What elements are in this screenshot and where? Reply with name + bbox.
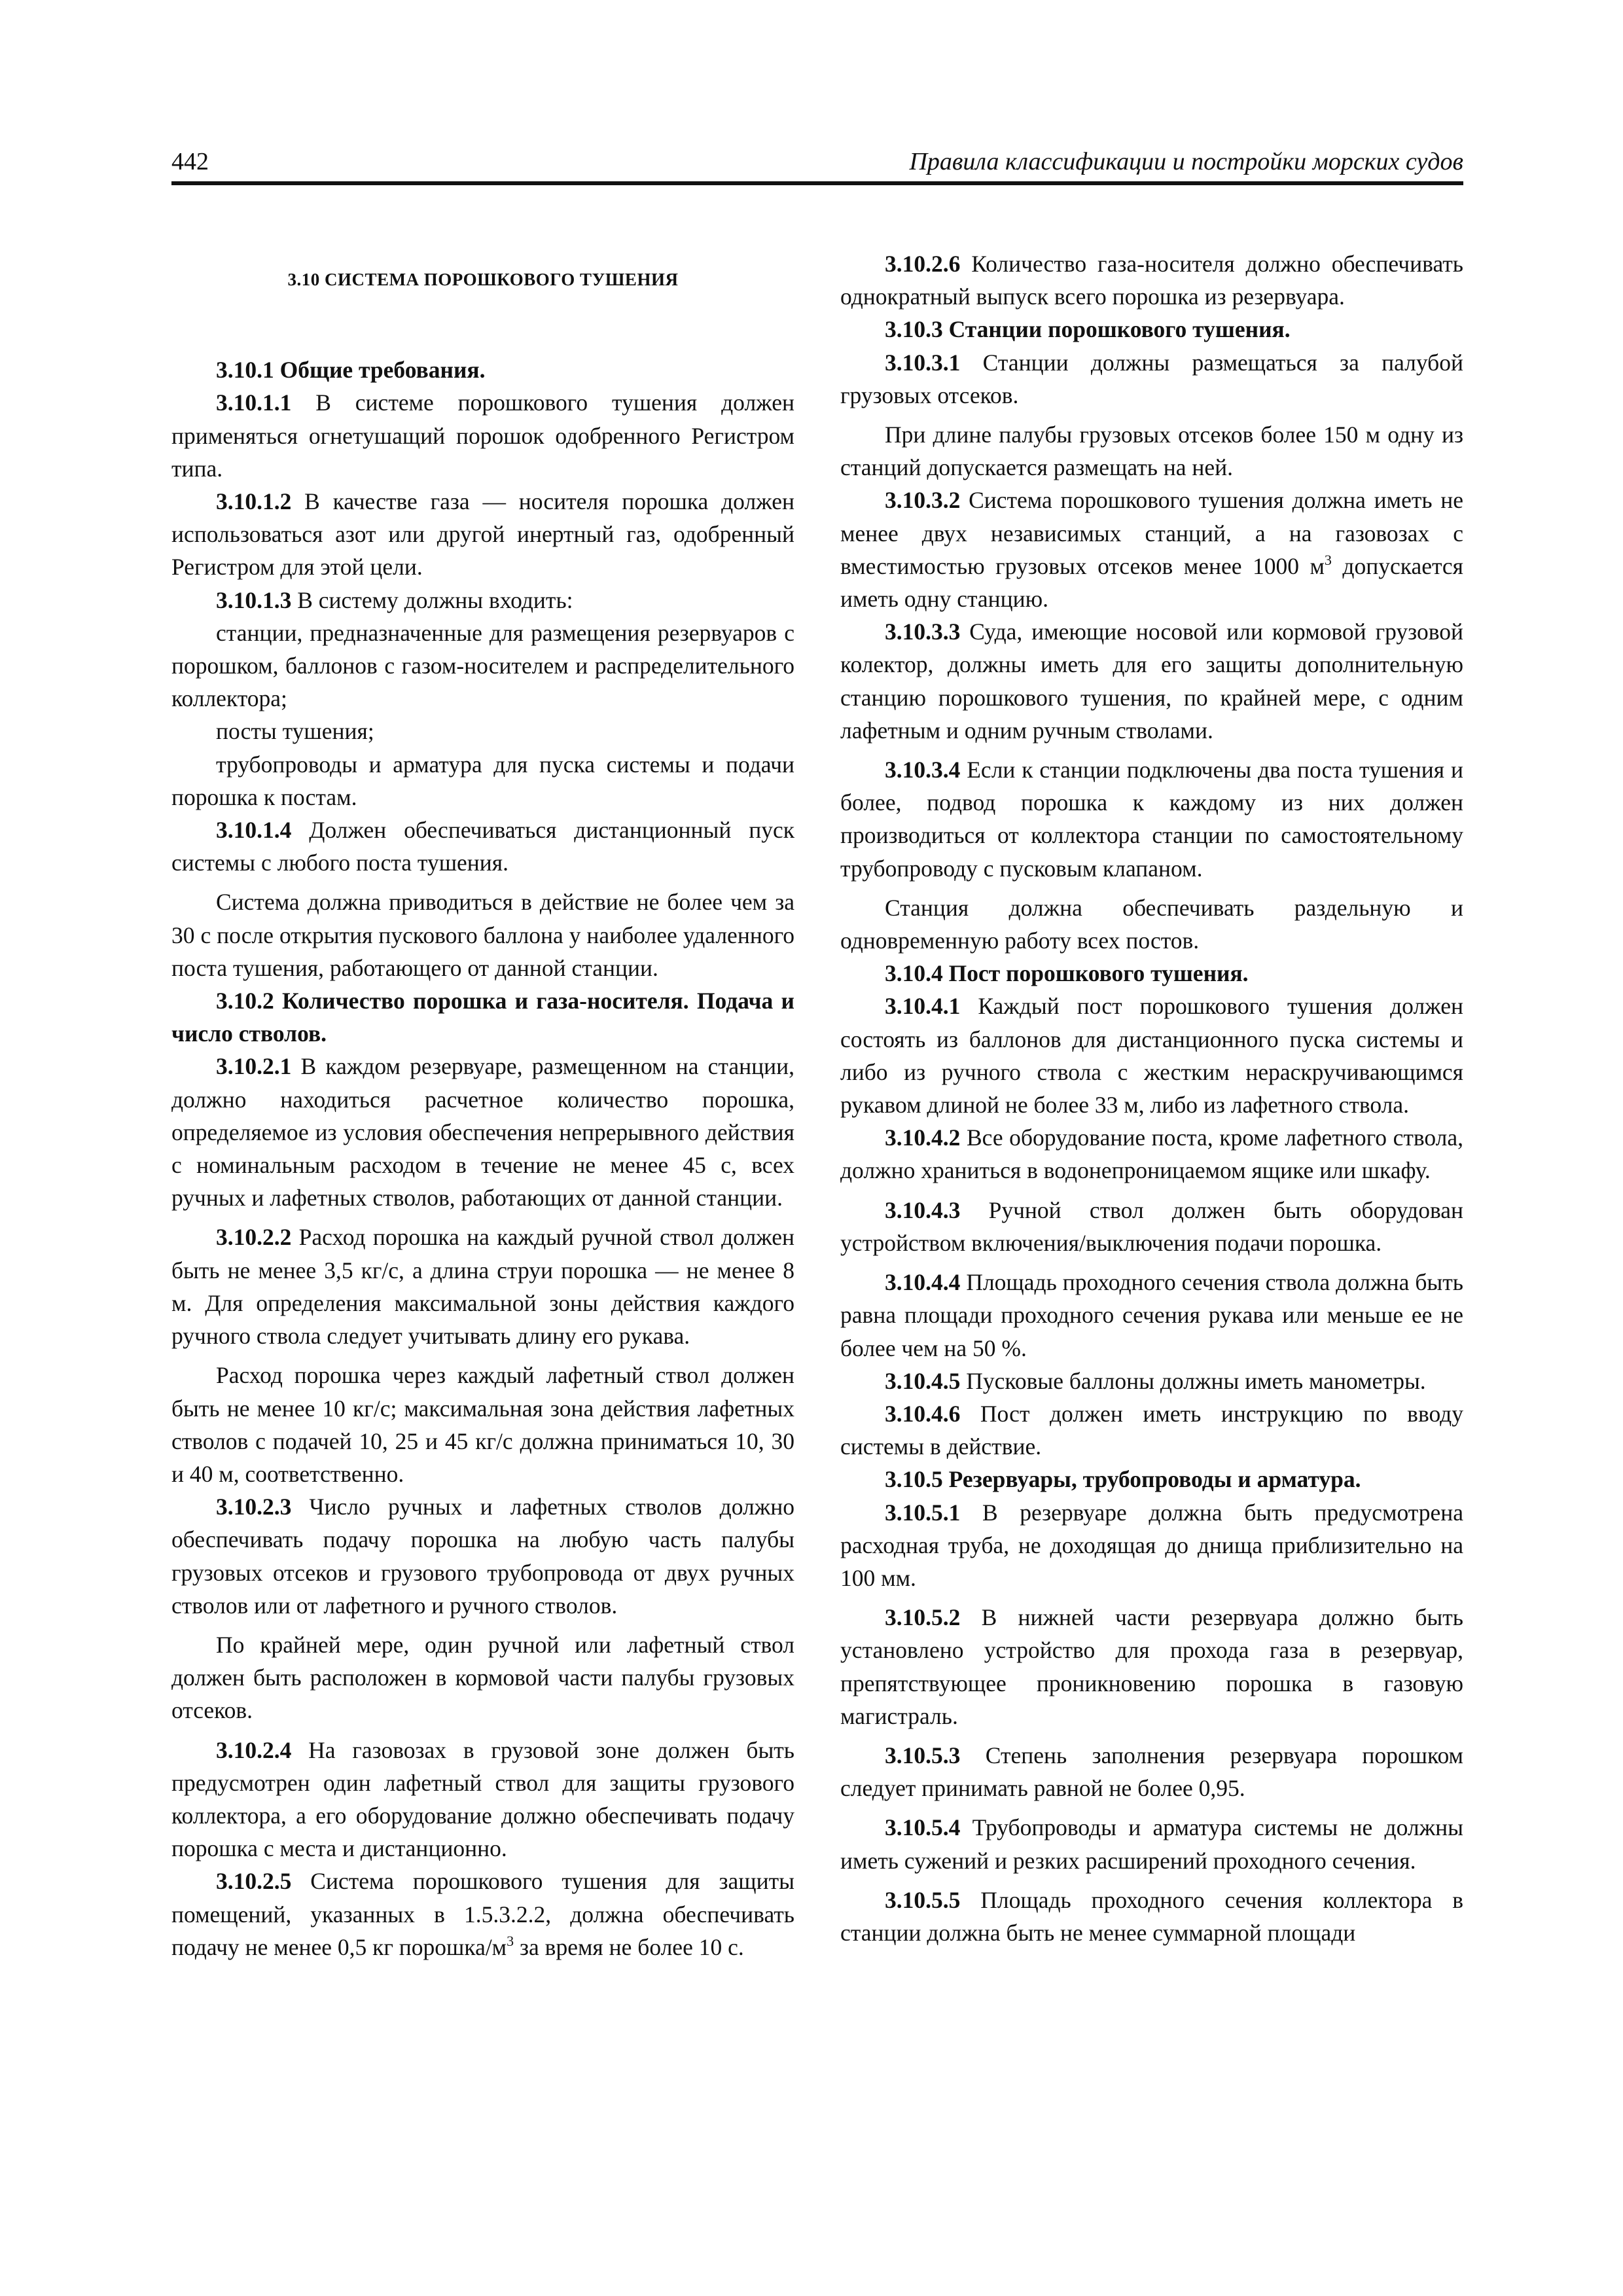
clause-text: Площадь проходного сечения коллектора в станции должна быть не менее суммарной площади [840,1886,1463,1946]
clause-text: Система порошкового тушения должна иметь не менее двух независимых станций, а на газовозах с вместимостью грузовых отсеков менее 1000 м [840,487,1463,579]
clause-text: Суда, имеющие носовой или кормовой грузовой колектор, должны иметь для его защиты дополнительную станцию порошкового тушения, по крайней мере, с одним лафетным и одним ручным стволами. [840,619,1463,744]
clause-number: 3.10.5.4 [885,1814,961,1841]
paragraph-3-10-1-4 [171,814,794,879]
section-title: 3.10 СИСТЕМА ПОРОШКОВОГО ТУШЕНИЯ [287,270,679,289]
clause-text: Число ручных и лафетных стволов должно обеспечивать подачу порошка на любую часть палубы грузовых отсеков и грузового трубопровода от двух ручных стволов или от лафетного и ручного стволов. [171,1494,794,1619]
clause-number: 3.10.3.4 [885,757,961,783]
paragraph-3-10-4-6 [840,1397,1463,1463]
clause-number: 3.10.3.1 [885,349,961,376]
clause-number: 3.10.3.2 [885,487,961,514]
clause-number: 3.10.4.4 [885,1269,961,1296]
superscript: 3 [507,1932,514,1949]
clause-number: 3.10.4.2 [885,1124,961,1151]
paragraph-3-10-3-4-cont: Станция должна обеспечивать раздельную и одновременную работу всех постов. [840,894,1463,954]
clause-number: 3.10.1.2 [216,488,292,515]
paragraph-3-10-4-5 [840,1365,1463,1397]
heading-3-10-4: 3.10.4 Пост порошкового тушения. [885,960,1249,987]
clause-number: 3.10.2.2 [216,1224,292,1251]
paragraph-3-10-5-3 [840,1739,1463,1804]
clause-number: 3.10.1.3 [216,586,292,613]
list-item-pipelines: трубопроводы и арматура для пуска системы и подачи порошка к постам. [171,751,794,810]
clause-text: В резервуаре должна быть предусмотрена расходная труба, не доходящая до днища приблизительно на 100 мм. [840,1499,1463,1591]
clause-number: 3.10.4.6 [885,1400,961,1427]
paragraph-3-10-4-4 [840,1266,1463,1365]
clause-text: Все оборудование поста, кроме лафетного ствола, должно храниться в водонепроницаемом ящике или шкафу. [840,1124,1463,1184]
clause-number: 3.10.5.1 [885,1499,961,1526]
paragraph-3-10-2-3-cont: По крайней мере, один ручной или лафетный ствол должен быть расположен в кормовой части палубы грузовых отсеков. [171,1631,794,1724]
clause-text: допускается иметь одну станцию. [840,552,1463,613]
clause-text: Расход порошка на каждый ручной ствол должен быть не менее 3,5 кг/с, а длина струи порошка — не менее 8 м. Для определения максимальной зоны действия каждого ручного ствола следует учитывать длину его рукава. [171,1224,794,1350]
clause-text: В качестве газа — носителя порошка должен использоваться азот или другой инертный газ, одобренный Регистром для этой цели. [171,488,794,581]
clause-number: 3.10.1.4 [216,817,292,844]
paragraph-3-10-5-1 [840,1496,1463,1595]
clause-number: 3.10.3.3 [885,619,961,645]
paragraph-3-10-2-3 [171,1490,794,1622]
paragraph-3-10-2-5 [171,1865,794,1964]
clause-text: Площадь проходного сечения ствола должна быть равна площади проходного сечения рукава или меньше ее не более чем на 50 %. [840,1269,1463,1361]
paragraph-3-10-1-4-cont: Система должна приводиться в действие не более чем за 30 с после открытия пускового баллона у наиболее удаленного поста тушения, работающего от данной станции. [171,889,794,981]
clause-text: Степень заполнения резервуара порошком следует принимать равной не более 0,95. [840,1742,1463,1802]
heading-3-10-2: 3.10.2 Количество порошка и газа-носителя. Подача и число стволов. [171,988,794,1047]
clause-text: Пусковые баллоны должны иметь манометры. [960,1367,1426,1394]
paragraph-3-10-3-3 [840,615,1463,747]
clause-text: Станции должны размещаться за палубой грузовых отсеков. [840,349,1463,408]
heading-3-10-3: 3.10.3 Станции порошкового тушения. [885,316,1291,343]
paragraph-3-10-2-2 [171,1221,794,1352]
paragraph-3-10-5-2 [840,1601,1463,1732]
clause-text: Должен обеспечиваться дистанционный пуск системы с любого поста тушения. [171,817,794,876]
clause-number: 3.10.5.2 [885,1604,961,1631]
clause-text: На газовозах в грузовой зоне должен быть предусмотрен один лафетный ствол для защиты грузового коллектора, а его оборудование должно обеспечивать подачу порошка с места и дистанционно. [171,1736,794,1862]
paragraph-3-10-3-1 [840,346,1463,412]
clause-number: 3.10.4.1 [885,993,961,1020]
paragraph-3-10-4-2 [840,1121,1463,1187]
paragraph-3-10-3-1-cont: При длине палубы грузовых отсеков более 150 м одну из станций допускается размещать на ней. [840,422,1463,481]
clause-text: за время не более 10 с. [514,1933,744,1960]
superscript: 3 [1324,551,1332,568]
paragraph-3-10-5-4 [840,1811,1463,1876]
clause-number: 3.10.2.3 [216,1494,292,1520]
clause-text: Система порошкового тушения для защиты помещений, указанных в 1.5.3.2.2, должна обеспечивать подачу не менее 0,5 кг порошка/м [171,1868,794,1960]
paragraph-3-10-2-4 [171,1734,794,1865]
paragraph-3-10-2-2-cont: Расход порошка через каждый лафетный ствол должен быть не менее 10 кг/с; максимальная зона действия лафетных стволов с подачей 10, 25 и 45 кг/с должна приниматься 10, 30 и 40 м, соответственно. [171,1362,794,1487]
list-item-posts: посты тушения; [216,718,374,745]
clause-text: Если к станции подключены два поста тушения и более, подвод порошка к каждому из них должен производиться от коллектора станции по самостоятельному трубопроводу с пусковым клапаном. [840,757,1463,882]
right-column [840,247,1463,1949]
clause-number: 3.10.2.4 [216,1736,292,1763]
paragraph-3-10-5-5 [840,1884,1463,1949]
paragraph-3-10-3-2 [840,484,1463,615]
clause-text: В нижней части резервуара должно быть установлено устройство для прохода газа в резервуар, препятствующее проникновению порошка в газовую магистраль. [840,1604,1463,1729]
clause-number: 3.10.2.1 [216,1053,292,1080]
clause-text: Количество газа-носителя должно обеспечивать однократный выпуск всего порошка из резервуара. [840,251,1463,310]
paragraph-3-10-2-1 [171,1050,794,1214]
clause-text: Пост должен иметь инструкцию по вводу системы в действие. [840,1400,1463,1460]
heading-3-10-1: 3.10.1 Общие требования. [216,357,486,384]
clause-text: Каждый пост порошкового тушения должен состоять из баллонов для дистанционного пуска системы и либо из ручного ствола с жестким нераскручивающимся рукавом длиной не более 33 м, либо из лафетного ствола. [840,993,1463,1119]
clause-text: Трубопроводы и арматура системы не должны иметь сужений и резких расширений проходного сечения. [840,1814,1463,1874]
running-title: Правила классификации и постройки морских судов [909,148,1463,175]
clause-number: 3.10.1.1 [216,389,292,416]
page-number: 442 [171,148,209,175]
page-header [171,134,1463,185]
paragraph-3-10-2-6 [840,247,1463,313]
list-item-stations: станции, предназначенные для размещения резервуаров с порошком, баллонов с газом-носителем и распределительного коллектора; [171,619,794,712]
clause-text: Ручной ствол должен быть оборудован устройством включения/выключения подачи порошка. [840,1196,1463,1256]
clause-number: 3.10.5.3 [885,1742,961,1768]
clause-text: В каждом резервуаре, размещенном на станции, должно находиться расчетное количество порошка, определяемое из условия обеспечения непрерывного действия с номинальным расходом в течение не менее 45 с, всех ручных и лафетных стволов, работающих от данной станции. [171,1053,794,1211]
clause-text: В систему должны входить: [291,586,573,613]
clause-text: В системе порошкового тушения должен применяться огнетушащий порошок одобренного Регистром типа. [171,389,794,482]
heading-3-10-5: 3.10.5 Резервуары, трубопроводы и арматура. [885,1466,1361,1493]
clause-number: 3.10.4.3 [885,1196,961,1223]
paragraph-3-10-3-4 [840,753,1463,885]
paragraph-3-10-1-1 [171,386,794,485]
paragraph-3-10-4-3 [840,1194,1463,1259]
clause-number: 3.10.4.5 [885,1367,961,1394]
clause-number: 3.10.5.5 [885,1886,961,1913]
clause-number: 3.10.2.6 [885,251,961,277]
left-column [171,247,794,1964]
paragraph-3-10-4-1 [840,990,1463,1121]
paragraph-3-10-1-2 [171,485,794,584]
paragraph-3-10-1-3 [171,584,794,617]
clause-number: 3.10.2.5 [216,1868,292,1895]
